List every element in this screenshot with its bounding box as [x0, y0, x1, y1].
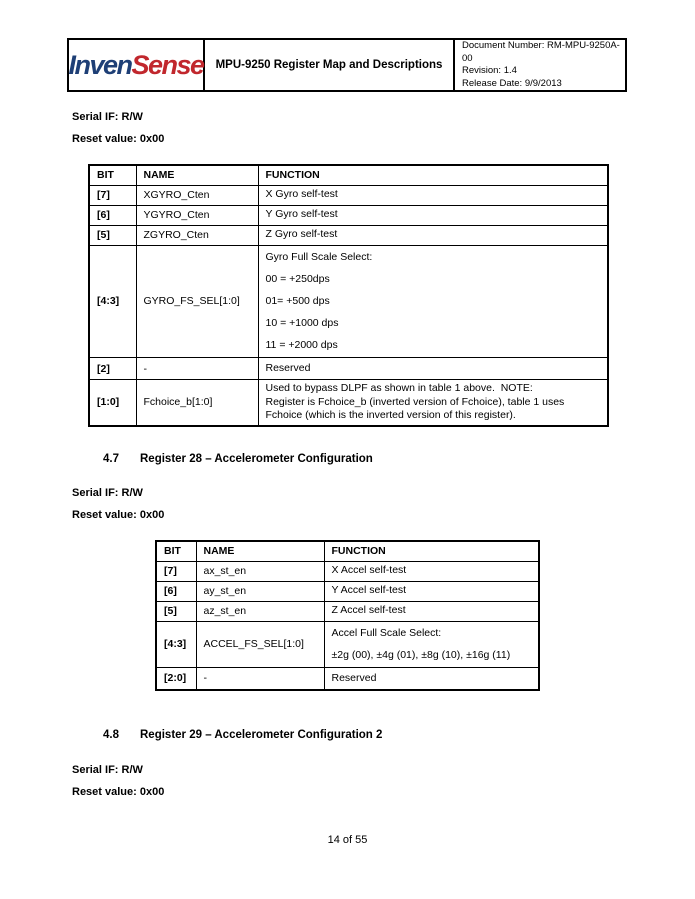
gyro-config-register-table [88, 164, 609, 427]
function-line: 11 = +2000 dps [265, 338, 338, 351]
function-line: X Gyro self-test [265, 188, 338, 201]
table-row [156, 601, 539, 621]
function-cell [324, 561, 539, 581]
table-row [156, 668, 539, 690]
function-line: Gyro Full Scale Select: [265, 250, 373, 263]
table-row [89, 245, 608, 358]
function-line: 01= +500 dps [265, 294, 330, 307]
document-title: MPU-9250 Register Map and Descriptions [205, 40, 455, 90]
name-cell: YGYRO_Cten [136, 205, 258, 225]
doc-revision: Revision: 1.4 [462, 65, 517, 76]
name-cell: GYRO_FS_SEL[1:0] [136, 245, 258, 358]
col-header-bit: BIT [89, 165, 136, 185]
name-cell: XGYRO_Cten [136, 185, 258, 205]
reset-value-label-3: Reset value: 0x00 [72, 786, 165, 798]
function-line: Reserved [265, 361, 311, 374]
reset-value-label-1: Reset value: 0x00 [72, 133, 165, 145]
bit-cell: [5] [89, 225, 136, 245]
name-cell: ACCEL_FS_SEL[1:0] [196, 621, 324, 668]
function-line: Accel Full Scale Select: [331, 626, 442, 639]
function-cell [258, 225, 608, 245]
function-cell [258, 380, 608, 426]
invensense-logo [69, 40, 205, 90]
section-heading-4-8 [103, 729, 382, 741]
bit-cell: [6] [156, 581, 196, 601]
function-cell [258, 205, 608, 225]
name-cell: ay_st_en [196, 581, 324, 601]
function-line: 00 = +250dps [265, 272, 330, 285]
table-row [89, 185, 608, 205]
bit-cell: [2:0] [156, 668, 196, 690]
col-header-function: FUNCTION [258, 165, 608, 185]
name-cell: ZGYRO_Cten [136, 225, 258, 245]
name-cell: az_st_en [196, 601, 324, 621]
name-cell: - [136, 358, 258, 380]
table-row [156, 581, 539, 601]
function-line: Z Accel self-test [331, 604, 406, 617]
serial-if-label-3: Serial IF: R/W [72, 764, 143, 776]
function-line: ±2g (00), ±4g (01), ±8g (10), ±16g (11) [331, 648, 511, 661]
logo-text [68, 50, 203, 81]
bit-cell: [6] [89, 205, 136, 225]
function-cell [324, 601, 539, 621]
function-cell [258, 245, 608, 358]
function-line: Reserved [331, 671, 377, 684]
bit-cell: [1:0] [89, 380, 136, 426]
logo-text-inven: Inven [68, 49, 132, 80]
document-header [67, 38, 627, 92]
function-line: X Accel self-test [331, 564, 407, 577]
name-cell: - [196, 668, 324, 690]
col-header-name: NAME [136, 165, 258, 185]
page-number: 14 of 55 [327, 834, 368, 846]
function-line: Y Gyro self-test [265, 208, 338, 221]
function-cell [324, 668, 539, 690]
section-title: Register 29 – Accelerometer Configuration 2 [140, 729, 383, 741]
function-line: 10 = +1000 dps [265, 316, 339, 329]
doc-release-date: Release Date: 9/9/2013 [462, 77, 562, 89]
bit-cell: [5] [156, 601, 196, 621]
table-header-row [156, 541, 539, 561]
serial-if-label-2: Serial IF: R/W [72, 487, 143, 499]
section-title: Register 28 – Accelerometer Configuration [140, 453, 373, 465]
function-line: Z Gyro self-test [265, 228, 338, 241]
bit-cell: [4:3] [89, 245, 136, 358]
table-row [156, 621, 539, 668]
table-header-row [89, 165, 608, 185]
bit-cell: [2] [89, 358, 136, 380]
bit-cell: [4:3] [156, 621, 196, 668]
document-info [455, 40, 625, 90]
name-cell: Fchoice_b[1:0] [136, 380, 258, 426]
col-header-function: FUNCTION [324, 541, 539, 561]
section-number: 4.8 [103, 729, 119, 741]
table-row [89, 225, 608, 245]
function-cell [324, 621, 539, 668]
logo-text-sense: Sense [131, 49, 204, 80]
function-cell [258, 358, 608, 380]
col-header-name: NAME [196, 541, 324, 561]
section-number: 4.7 [103, 453, 119, 465]
bit-cell: [7] [89, 185, 136, 205]
function-line: Fchoice (which is the inverted version of this register). [265, 409, 516, 421]
table-row [89, 380, 608, 426]
serial-if-label-1: Serial IF: R/W [72, 111, 143, 123]
function-cell [324, 581, 539, 601]
table-row [89, 358, 608, 380]
doc-number: Document Number: RM-MPU-9250A-00 [462, 40, 620, 64]
table-row [156, 561, 539, 581]
function-line: Used to bypass DLPF as shown in table 1 above. NOTE: [265, 382, 533, 394]
reset-value-label-2: Reset value: 0x00 [72, 509, 165, 521]
accel-config-register-table [155, 540, 540, 691]
col-header-bit: BIT [156, 541, 196, 561]
function-line: Register is Fchoice_b (inverted version of Fchoice), table 1 uses [265, 395, 565, 408]
page-footer [0, 834, 695, 846]
section-heading-4-7 [103, 453, 373, 465]
function-cell [258, 185, 608, 205]
bit-cell: [7] [156, 561, 196, 581]
function-line: Y Accel self-test [331, 584, 407, 597]
table-row [89, 205, 608, 225]
name-cell: ax_st_en [196, 561, 324, 581]
